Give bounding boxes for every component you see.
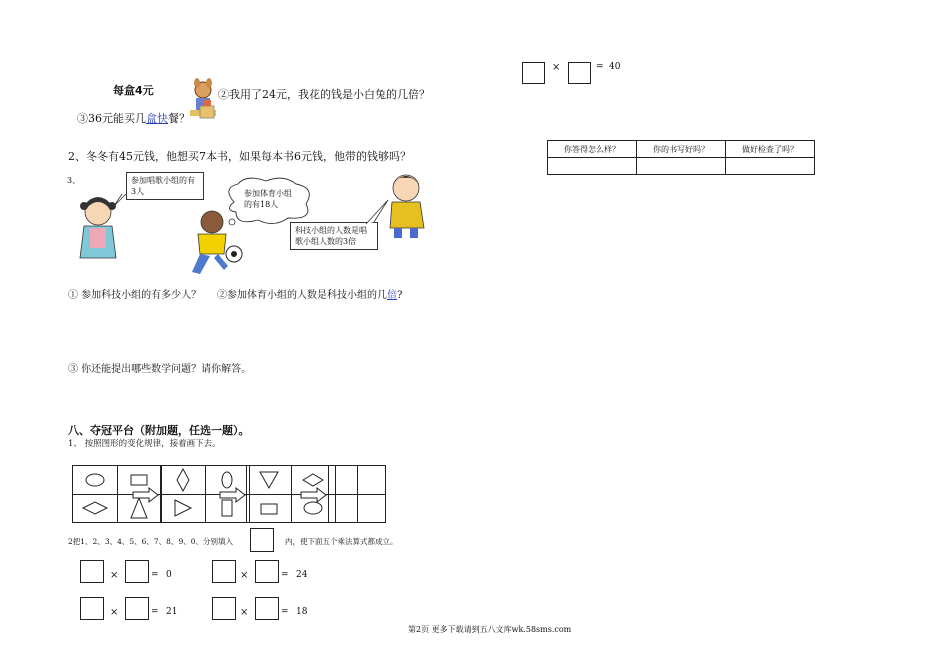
answer-box[interactable] bbox=[125, 597, 149, 620]
question-3-link[interactable]: 盒快 bbox=[146, 112, 168, 125]
table-header-cell: 做好检查了吗？ bbox=[726, 141, 815, 158]
kid-illustration bbox=[386, 172, 428, 240]
pattern-grid-answer[interactable] bbox=[328, 465, 386, 523]
times-sign: × bbox=[240, 570, 249, 581]
arrow-icon bbox=[133, 488, 159, 502]
problem-2: 2、冬冬有45元钱，他想买7本书，如果每本书6元钱，他带的钱够吗？ bbox=[68, 150, 411, 163]
page-footer: 第2页 更多下载请到五八文库wk.58sms.com bbox=[408, 625, 572, 634]
problem-3-q2 bbox=[217, 286, 402, 301]
answer-box[interactable] bbox=[212, 560, 236, 583]
problem-3-q2-suffix: ? bbox=[397, 290, 403, 301]
table-cell[interactable] bbox=[726, 158, 815, 175]
table-cell[interactable] bbox=[548, 158, 637, 175]
table-row bbox=[548, 158, 815, 175]
price-label: 每盒4元 bbox=[113, 84, 154, 97]
result-value: 24 bbox=[296, 570, 308, 580]
answer-box[interactable] bbox=[80, 560, 104, 583]
question-3-prefix: ③36元能买几 bbox=[77, 112, 146, 125]
self-evaluation-table bbox=[547, 140, 815, 175]
answer-box[interactable] bbox=[80, 597, 104, 620]
answer-box[interactable] bbox=[212, 597, 236, 620]
result-value: 0 bbox=[166, 570, 172, 580]
bubble-singing: 参加唱歌小组的有3人 bbox=[126, 172, 204, 200]
answer-box[interactable] bbox=[125, 560, 149, 583]
equals-sign: = bbox=[151, 570, 159, 580]
table-header-cell: 你的书写好吗？ bbox=[637, 141, 726, 158]
problem-3-q2-link[interactable]: 倍 bbox=[387, 290, 397, 301]
question-3 bbox=[77, 110, 190, 126]
bubble-sports: 参加体育小组的有18人 bbox=[244, 189, 292, 209]
times-sign: × bbox=[240, 607, 249, 618]
question-2: ②我用了24元，我花的钱是小白兔的几倍？ bbox=[218, 88, 430, 101]
problem-3-q3: ③ 你还能提出哪些数学问题？请你解答。 bbox=[68, 364, 252, 375]
table-header-cell: 你答得怎么样？ bbox=[548, 141, 637, 158]
result-value: 40 bbox=[609, 62, 621, 72]
equals-sign: = bbox=[596, 62, 604, 72]
answer-box[interactable] bbox=[255, 597, 279, 620]
sample-blank-box bbox=[250, 528, 274, 552]
result-value: 18 bbox=[296, 607, 308, 617]
question-3-suffix: 餐？ bbox=[168, 112, 190, 125]
arrow-icon bbox=[220, 488, 246, 502]
answer-box[interactable] bbox=[522, 62, 545, 84]
fast-food-icon bbox=[198, 98, 216, 120]
bubble-science: 科技小组的人数是唱歌小组人数的3倍 bbox=[290, 222, 378, 250]
problem-3-q1: ① 参加科技小组的有多少人？ bbox=[68, 290, 202, 301]
problem-3-number: 3、 bbox=[67, 176, 81, 185]
equals-sign: = bbox=[281, 607, 289, 617]
equals-sign: = bbox=[151, 607, 159, 617]
section-8-q1: 1、 按照图形的变化规律，接着画下去。 bbox=[68, 439, 221, 449]
arrow-icon bbox=[301, 488, 327, 502]
answer-box[interactable] bbox=[568, 62, 591, 84]
section-8-q2-prefix: 2把1、2、3、4、5、6、7、8、9、0、分别填入 bbox=[68, 537, 233, 546]
answer-box[interactable] bbox=[255, 560, 279, 583]
problem-3-q2-prefix: ②参加体育小组的人数是科技小组的几 bbox=[217, 290, 387, 301]
equals-sign: = bbox=[281, 570, 289, 580]
bubble-tail bbox=[114, 194, 130, 208]
section-8-q2-suffix: 内，使下面五个乘法算式都成立。 bbox=[285, 537, 398, 546]
table-cell[interactable] bbox=[637, 158, 726, 175]
times-sign: × bbox=[552, 62, 561, 73]
section-8-title: 八、夺冠平台（附加题，任选一题）。 bbox=[68, 424, 250, 437]
times-sign: × bbox=[110, 570, 119, 581]
result-value: 21 bbox=[166, 607, 178, 617]
times-sign: × bbox=[110, 607, 119, 618]
table-row bbox=[548, 141, 815, 158]
